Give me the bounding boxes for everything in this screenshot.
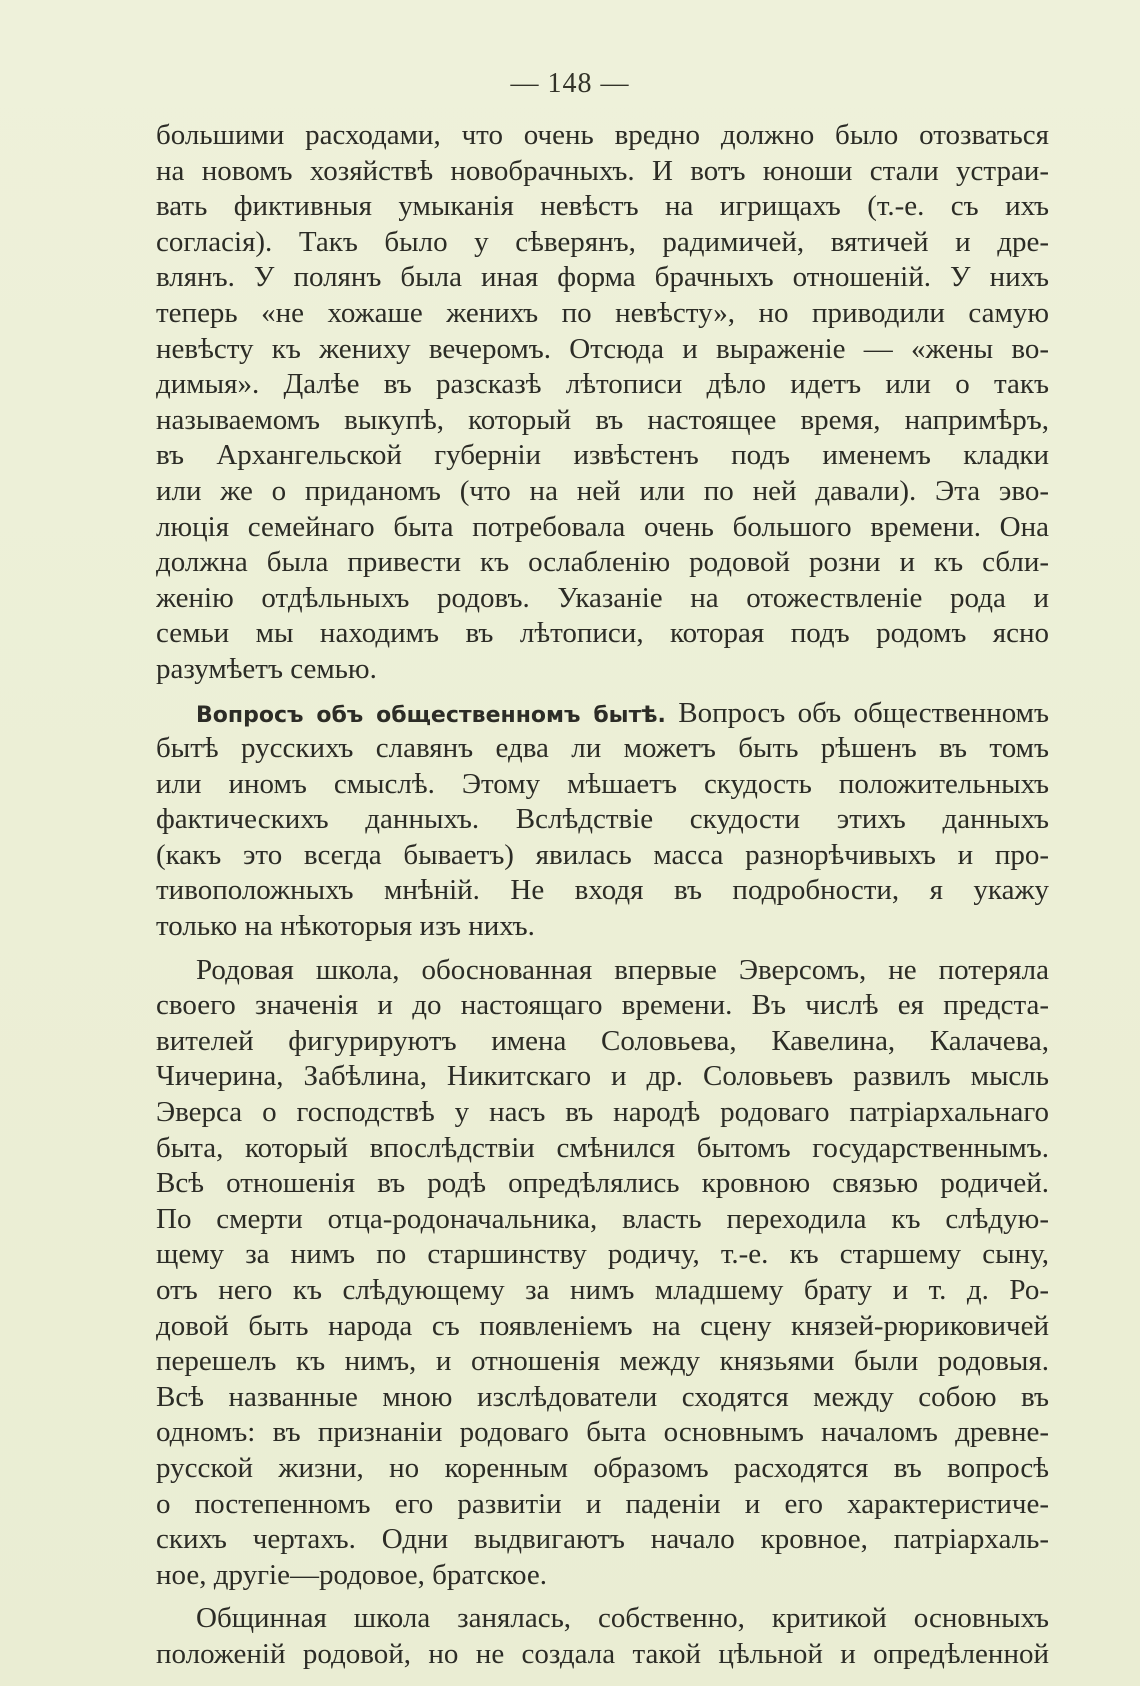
text-line: теперь «не хожаше женихъ по невѣсту», но приводили самую <box>156 296 1049 329</box>
text-line: только на нѣкоторыя изъ нихъ. <box>156 910 535 943</box>
text-line: щему за нимъ по старшинству родичу, т.-е. къ старшему сыну, <box>156 1238 1049 1271</box>
text-line: вать фиктивныя умыканія невѣстъ на игрищахъ (т.-е. съ ихъ <box>156 190 1049 223</box>
text-line: быта, который впослѣдствіи смѣнился бытомъ государственнымъ. <box>156 1131 1049 1164</box>
paragraph-clan-school <box>156 953 1049 1594</box>
text-line: влянъ. У полянъ была иная форма брачныхъ отношеній. У нихъ <box>156 261 1049 294</box>
text-line: положеній родовой, но не создала такой цѣльной и опредѣленной <box>156 1637 1049 1670</box>
page-number: — 148 — <box>510 68 630 99</box>
text-line: называемомъ выкупѣ, который въ настоящее время, напримѣръ, <box>156 403 1049 436</box>
paragraph-commune-school <box>156 1601 1049 1672</box>
text-line: Общинная школа занялась, собственно, критикой основныхъ <box>196 1602 1049 1635</box>
text-line: согласія). Такъ было у сѣверянъ, радимичей, вятичей и дре- <box>156 225 1049 258</box>
text-line: фактическихъ данныхъ. Вслѣдствіе скудости этихъ данныхъ <box>156 803 1049 836</box>
text-line: Всѣ названные мною изслѣдователи сходятся между собою въ <box>156 1380 1049 1413</box>
text-line: или иномъ смыслѣ. Этому мѣшаетъ скудость положительныхъ <box>156 767 1049 800</box>
text-line: своего значенія и до настоящаго времени. Въ числѣ ея предста- <box>156 989 1049 1022</box>
paragraph-social-life <box>156 696 1049 945</box>
text-line: довой быть народа съ появленіемъ на сцену князей-рюриковичей <box>156 1309 1049 1342</box>
text-line: русской жизни, но коренным образомъ расходятся въ вопросѣ <box>156 1451 1049 1484</box>
text-line: люція семейнаго быта потребовала очень большого времени. Она <box>156 510 1049 543</box>
text-line: ное, другіе—родовое, братское. <box>156 1558 547 1591</box>
text-line: отъ него къ слѣдующему за нимъ младшему брату и т. д. Ро- <box>156 1274 1049 1306</box>
paragraph-family-evolution <box>156 118 1049 688</box>
text-line <box>156 696 1049 732</box>
section-heading: Вопросъ объ общественномъ бытѣ. <box>196 702 666 728</box>
text-line: тивоположныхъ мнѣній. Не входя въ подробности, я укажу <box>156 874 1049 907</box>
text-line: на новомъ хозяйствѣ новобрачныхъ. И вотъ юноши стали устраи- <box>156 154 1049 187</box>
text-line: женію отдѣльныхъ родовъ. Указаніе на отожествленіе рода и <box>156 581 1049 614</box>
text-line: одномъ: въ признаніи родоваго быта основнымъ началомъ древне- <box>156 1416 1049 1449</box>
text-line: По смерти отца-родоначальника, власть переходила къ слѣдую- <box>156 1202 1049 1235</box>
text-line: въ Архангельской губерніи извѣстенъ подъ именемъ кладки <box>156 439 1049 472</box>
text-line: вителей фигурируютъ имена Соловьева, Кавелина, Калачева, <box>156 1024 1049 1057</box>
text-line: Родовая школа, обоснованная впервые Эверсомъ, не потеряла <box>196 953 1049 986</box>
text-line: Чичерина, Забѣлина, Никитскаго и др. Соловьевъ развилъ мысль <box>156 1060 1049 1093</box>
text-line: должна была привести къ ослабленію родовой розни и къ сбли- <box>156 546 1049 579</box>
text-line: бытѣ русскихъ славянъ едва ли можетъ быть рѣшенъ въ томъ <box>156 732 1049 765</box>
text-line: перешелъ къ нимъ, и отношенія между князьями были родовыя. <box>156 1345 1049 1378</box>
heading-line-rest: Вопросъ объ общественномъ <box>678 696 1049 729</box>
text-line: разумѣетъ семью. <box>156 652 377 685</box>
body-text <box>156 118 1049 1673</box>
text-line: димыя». Далѣе въ разсказѣ лѣтописи дѣло идетъ или о такъ <box>156 368 1049 401</box>
text-line: (какъ это всегда бываетъ) явилась масса разнорѣчивыхъ и про- <box>156 838 1049 871</box>
text-line: невѣсту къ жениху вечеромъ. Отсюда и выраженіе — «жены во- <box>156 332 1049 365</box>
text-line: скихъ чертахъ. Одни выдвигаютъ начало кровное, патріархаль- <box>156 1523 1049 1556</box>
text-line: о постепенномъ его развитіи и паденіи и его характеристиче- <box>156 1487 1049 1520</box>
text-line: Эверса о господствѣ у насъ въ народѣ родоваго патріархальнаго <box>156 1096 1049 1129</box>
text-line: или же о приданомъ (что на ней или по ней давали). Эта эво- <box>156 474 1049 507</box>
text-line: Всѣ отношенія въ родѣ опредѣлялись кровною связью родичей. <box>156 1167 1049 1200</box>
text-line: семьи мы находимъ въ лѣтописи, которая подъ родомъ ясно <box>156 617 1049 650</box>
text-line: большими расходами, что очень вредно должно было отозваться <box>156 119 1049 151</box>
